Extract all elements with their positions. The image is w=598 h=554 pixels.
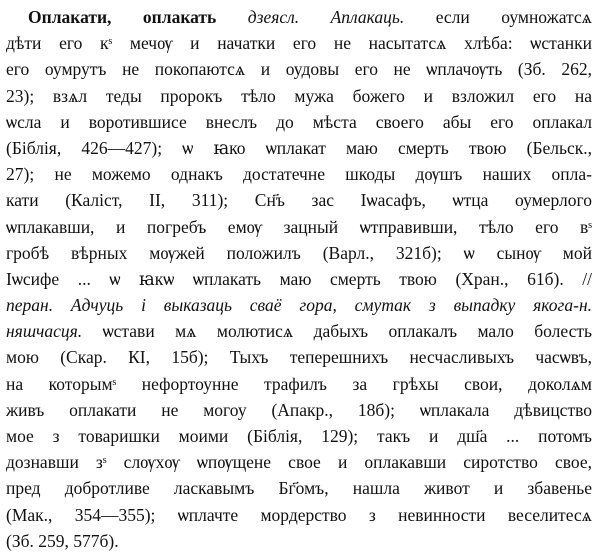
citation-text: на которымˢ нефортоунне трафилъ за грѣхы свои, доколѧм	[6, 373, 592, 394]
definition-italic: дзеясл. Аплакаць.	[247, 7, 405, 27]
entry-line	[6, 4, 592, 30]
entry-line	[6, 397, 592, 423]
citation-text: (Зб. 259, 577б).	[6, 530, 119, 551]
entry-line	[6, 292, 592, 318]
entry-line	[6, 318, 592, 344]
entry-line	[6, 240, 592, 266]
headword: Оплакати, оплакать	[28, 7, 217, 27]
citation-text: дѣти его кˢ мечѹ и начатки его не насытатсѧ хлѣба: ѡстанки	[6, 33, 592, 54]
entry-line	[6, 187, 592, 213]
citation-text: если оумножатсѧ	[404, 7, 592, 27]
citation-text: (Біблія, 426—427); ѡ ꙗко ѡплакат маю смерть твою (Бельск.,	[6, 137, 592, 158]
entry-line	[6, 266, 592, 292]
citation-text: Іѡсифе ... ѡ ꙗкѡ ѡплакать маю смерть твою (Хран., 61б). //	[6, 268, 592, 289]
entry-text-block	[6, 4, 592, 554]
citation-text: мое з товаришки моими (Біблія, 129); такъ и дш҃а ... потомъ	[6, 426, 592, 446]
entry-line	[6, 423, 592, 449]
entry-line	[6, 528, 592, 554]
citation-text: гробѣ вѣрных мѹжей положилъ (Варл., 321б); ѡ сынѹ мой	[6, 242, 592, 263]
entry-line	[6, 502, 592, 528]
citation-text: 23); взѧл теды пророкъ тѣло мужа божего и взложил его на	[6, 85, 592, 106]
entry-line	[6, 475, 592, 501]
entry-line	[6, 56, 592, 82]
entry-line	[6, 449, 592, 475]
citation-text: 27); не можемо однакъ достатечне шкоды дѹшъ наших опла-	[6, 164, 592, 185]
citation-text: ѡплакавши, и погребъ емѹ зацный ѡтправивши, тѣло его вˢ	[6, 216, 592, 237]
entry-line	[6, 83, 592, 109]
citation-text: пред добротливе ласкавымъ Бг҃омъ, нашла живот и збавенье	[6, 478, 592, 499]
definition-italic: перан. Адчуць і выказаць сваё гора, смутак з выпадку якога-н.	[6, 295, 592, 316]
citation-text: (Мак., 354—355); ѡплачте мордерство з невинности веселитесѧ	[6, 504, 592, 525]
entry-line	[6, 214, 592, 240]
citation-text: дознавши зˢ слѹхѹ ѡпѹщене свое и оплакавши сиротство свое,	[6, 452, 592, 473]
entry-line	[6, 135, 592, 161]
dictionary-entry	[6, 4, 592, 554]
definition-italic: няшчасця.	[6, 321, 83, 342]
entry-line	[6, 161, 592, 187]
citation-text: мою (Скар. КІ, 15б); Тыхъ теперешнихъ несчасливыхъ часѡвъ,	[6, 347, 592, 368]
citation-text: кати (Каліст, II, 311); Сн҃ъ зас Іѡасафъ, ѡтца оумерлого	[6, 190, 592, 211]
citation-text	[216, 7, 247, 27]
entry-line	[6, 109, 592, 135]
citation-text: его оумрутъ не покопаютсѧ и оудовы его не ѡплачѹть (Зб. 262,	[6, 59, 592, 80]
citation-text: ѡсла и воротившисе внеслъ до мѣста своего абы его оплакал	[6, 111, 592, 132]
entry-line	[6, 344, 592, 370]
citation-text: живъ оплакати не могоу (Апакр., 18б); ѡплакала дѣвицство	[6, 399, 592, 420]
citation-text: ѡстави мѧ молютисѧ дабыхъ оплакалъ мало болесть	[82, 321, 592, 342]
entry-line	[6, 30, 592, 56]
entry-line	[6, 371, 592, 397]
